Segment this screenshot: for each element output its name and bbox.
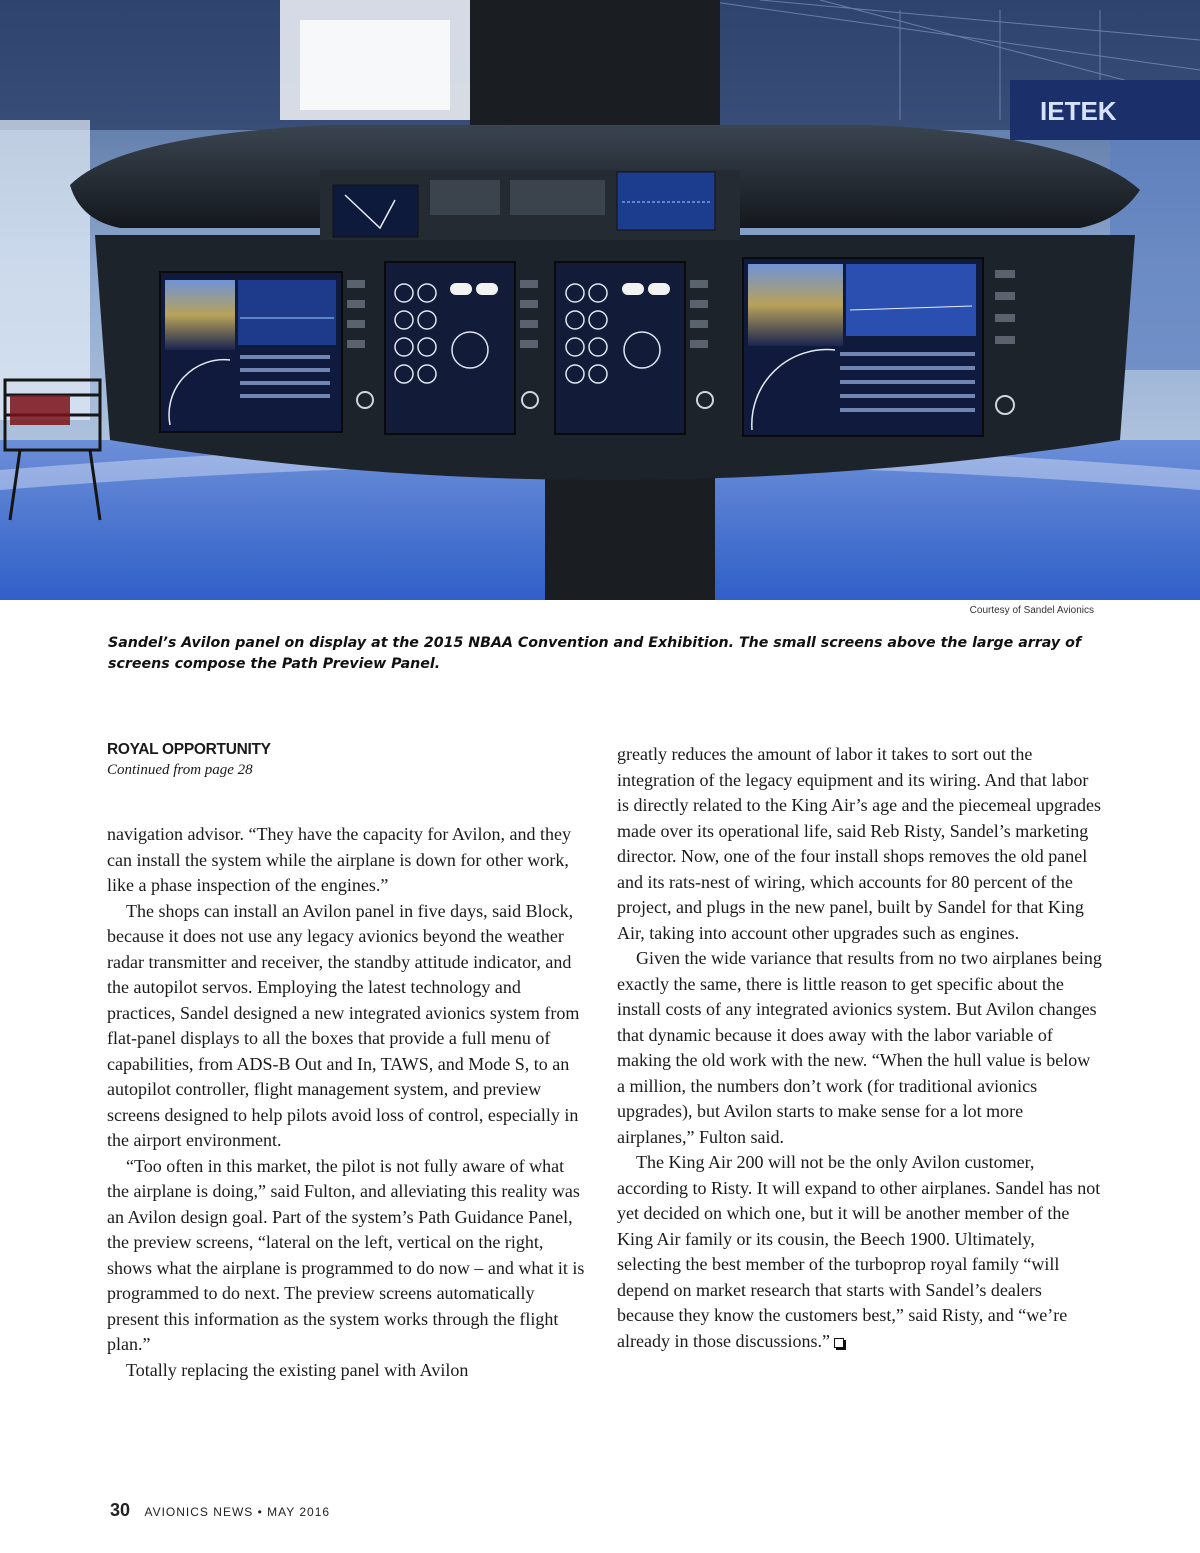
continued-line: Continued from page 28	[107, 762, 253, 778]
pfd-right	[743, 258, 983, 436]
avilon-panel-illustration	[0, 0, 1200, 600]
paragraph: “Too often in this market, the pilot is not fully aware of what the airplane is doing,” said Fulton, and alleviating this reality was an Avilon design goal. Part of the system’s Path Guidance Panel, the preview screens, “lateral on the left, vertical on the right, shows what the airplane is programmed to do now – and what it is programmed to do next. The preview screens automatically present this information as the system works through the flight plan.”	[107, 1155, 585, 1354]
paragraph-text: The King Air 200 will not be the only Avilon customer, according to Risty. It will expand to other airplanes. Sandel has not yet decided on which one, but it will be another member of the King Air family or its cousin, the Beech 1900. Ultimately, selecting the best member of the turboprop royal family “will depend on market research that starts with Sandel’s dealers because they know the customers best,” said Risty, and “we’re already in those discussions.”	[617, 1152, 1101, 1351]
paragraph: The shops can install an Avilon panel in five days, said Block, because it does not use any legacy avionics beyond the weather radar transmitter and receiver, the standby attitude indicator, and the autopilot servos. Employing the latest technology and practices, Sandel designed a new integrated avionics system from flat-panel displays to all the boxes that provide a full menu of capabilities, from ADS-B Out and In, TAWS, and Mode S, to an autopilot controller, flight management system, and preview screens designed to help pilots avoid loss of control, especially in the airport environment.	[107, 900, 580, 1150]
section-kicker: ROYAL OPPORTUNITY	[107, 741, 271, 758]
booth-sign: IETEK	[1040, 96, 1117, 126]
paragraph: Given the wide variance that results from no two airplanes being exactly the same, there is little reason to get specific about the install costs of any integrated avionics system. But Avilon changes that dynamic because it does away with the labor variable of making the old work with the new. “When the hull value is below a million, the numbers don’t work (for traditional avionics upgrades), but Avilon starts to make sense for a lot more airplanes,” Fulton said.	[617, 948, 1102, 1147]
paragraph: Totally replacing the existing panel with Avilon	[126, 1359, 469, 1380]
mfd-center-right	[555, 262, 685, 434]
publication-line: AVIONICS NEWS • MAY 2016	[144, 1505, 331, 1519]
article-column-left	[107, 740, 585, 1383]
vertical-preview-screen	[617, 172, 715, 230]
paragraph: navigation advisor. “They have the capacity for Avilon, and they can install the system while the airplane is down for other work, like a phase inspection of the engines.”	[107, 824, 572, 895]
page-number: 30	[110, 1500, 131, 1520]
paragraph-last	[617, 1150, 1102, 1354]
paragraph: greatly reduces the amount of labor it takes to sort out the integration of the legacy equipment and its wiring. And that labor is directly related to the King Air’s age and the piecemeal upgrades made over its operational life, said Reb Risty, Sandel’s marketing director. Now, one of the four install shops removes the old panel and its rats-nest of wiring, which accounts for 80 percent of the project, and plugs in the new panel, built by Sandel for that King Air, taking into account other upgrades such as engines.	[617, 744, 1101, 943]
end-mark-icon	[834, 1338, 844, 1348]
mfd-center-left	[385, 262, 515, 434]
cockpit-photo	[0, 0, 1200, 600]
photo-caption: Sandel’s Avilon panel on display at the 2015 NBAA Convention and Exhibition. The small screens above the large array of screens compose the Path Preview Panel.	[108, 635, 1082, 672]
lateral-preview-screen	[333, 185, 418, 237]
pfd-left	[160, 272, 342, 432]
article-column-right	[617, 742, 1102, 1354]
photo-credit: Courtesy of Sandel Avionics	[969, 605, 1094, 616]
page-footer	[110, 1500, 330, 1521]
